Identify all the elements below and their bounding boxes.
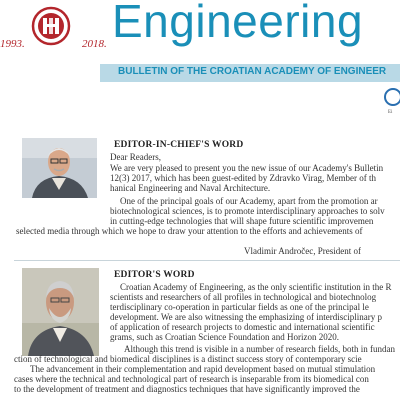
editor-line: development. We are also witnessing the emphasizing of interdisciplinary p bbox=[110, 312, 383, 322]
eic-line: hanical Engineering and Naval Architecture. bbox=[110, 183, 271, 193]
editor-line: cases where the technical and technological part of research is inseparable from its biomedical con bbox=[14, 374, 369, 384]
editor-line: Croatian Academy of Engineering, as the only scientific institution in the R bbox=[120, 282, 392, 292]
current-year: 2018. bbox=[82, 38, 107, 50]
eic-line: One of the principal goals of our Academy, apart from the promotion ar bbox=[120, 196, 378, 206]
section-divider bbox=[14, 260, 400, 261]
eic-line: 12(3) 2017, which has been guest-edited by Zdravko Virag, Member of th bbox=[110, 173, 376, 183]
editor-line: of application of research projects to domestic and international scientific bbox=[110, 322, 375, 332]
eic-signature: Vladimir Andročec, President of bbox=[244, 246, 361, 256]
eic-line: Dear Readers, bbox=[110, 152, 161, 162]
editor-line: ction of technological and biomedical disciplines is a distinct success story of contemporary scie bbox=[14, 354, 362, 364]
editor-line: grams, such as Croatian Science Foundation and Horizon 2020. bbox=[110, 332, 339, 342]
eic-line: in cutting-edge technologies that will shape future scientific improvemen bbox=[110, 216, 374, 226]
editor-line: The advancement in their complementation and rapid development based on mutual stimulation bbox=[30, 364, 376, 374]
side-logo-icon bbox=[384, 88, 400, 106]
eic-line: We are very pleased to present you the new issue of our Academy's Bulletin bbox=[110, 163, 384, 173]
academy-logo bbox=[22, 6, 80, 46]
eic-line: selected media through which we hope to draw your attention to the efforts and achievements of bbox=[16, 226, 363, 236]
editor-line: terdisciplinary co-operation in particular fields as one of the principal le bbox=[110, 302, 369, 312]
bulletin-title: Engineering bbox=[112, 0, 364, 47]
editor-photo bbox=[22, 268, 99, 356]
editor-line: scientists and researchers of all profiles in technological and biotechnolog bbox=[110, 292, 377, 302]
founding-year: 1993. bbox=[0, 38, 25, 50]
bulletin-subtitle: BULLETIN OF THE CROATIAN ACADEMY OF ENGINEER bbox=[118, 66, 387, 77]
editor-in-chief-heading: EDITOR-IN-CHIEF'S WORD bbox=[114, 140, 244, 150]
side-logo-label: Ei bbox=[388, 110, 393, 115]
editor-line: Although this trend is visible in a number of research fields, both in fundan bbox=[124, 344, 395, 354]
eic-line: biotechnological sciences, is to promote interdisciplinary approaches to solv bbox=[110, 206, 385, 216]
editor-line: to the development of treatment and diagnostics techniques that have significantly improved the bbox=[14, 384, 360, 394]
editor-in-chief-photo bbox=[22, 138, 97, 198]
editor-heading: EDITOR'S WORD bbox=[114, 270, 195, 280]
